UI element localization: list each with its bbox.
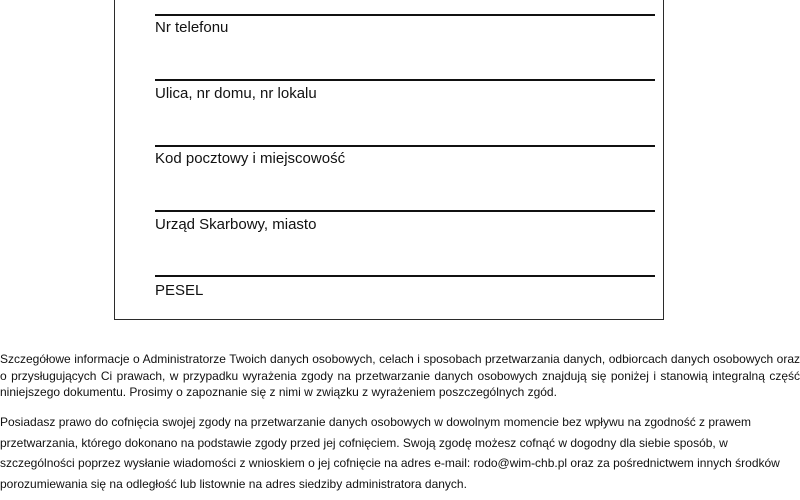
consent-withdrawal-paragraph: Posiadasz prawo do cofnięcia swojej zgody na przetwarzanie danych osobowych w dowolnym momencie bez wpływu na zgodność z prawem przetwarzania, którego dokonano na podstawie zgody przed jej cofnięciem. Swoją zgodę możesz cofnąć w dogodny dla siebie sposób, w szczególności poprzez wysłanie wiadomości z wnioskiem o jej cofnięcie na adres e-mail: rodo@wim-chb.pl oraz za pośrednictwem innych środków porozumiewania się na odległość lub listownie na adres siedziby administratora danych. — [0, 415, 780, 491]
privacy-info-paragraph: Szczegółowe informacje o Administratorze Twoich danych osobowych, celach i sposobach przetwarzania danych, odbiorcach danych osobowych oraz o przysługujących Ci prawach, w przypadku wyrażenia zgody na przetwarzanie danych osobowych znajdują się poniżej i stanowią integralną część niniejszego dokumentu. Prosimy o zapoznanie się z nimi w związku z wyrażeniem poszczególnych zgód. — [0, 352, 800, 399]
pesel-label: PESEL — [155, 282, 204, 299]
postal-city-label: Kod pocztowy i miejscowość — [155, 150, 346, 167]
phone-label: Nr telefonu — [155, 19, 229, 36]
phone-input-line[interactable] — [155, 14, 655, 16]
tax-office-label: Urząd Skarbowy, miasto — [155, 216, 317, 233]
personal-data-form — [114, 0, 664, 320]
street-input-line[interactable] — [155, 79, 655, 81]
tax-office-input-line[interactable] — [155, 210, 655, 212]
pesel-input-line[interactable] — [155, 275, 655, 277]
postal-city-input-line[interactable] — [155, 145, 655, 147]
street-label: Ulica, nr domu, nr lokalu — [155, 85, 317, 102]
